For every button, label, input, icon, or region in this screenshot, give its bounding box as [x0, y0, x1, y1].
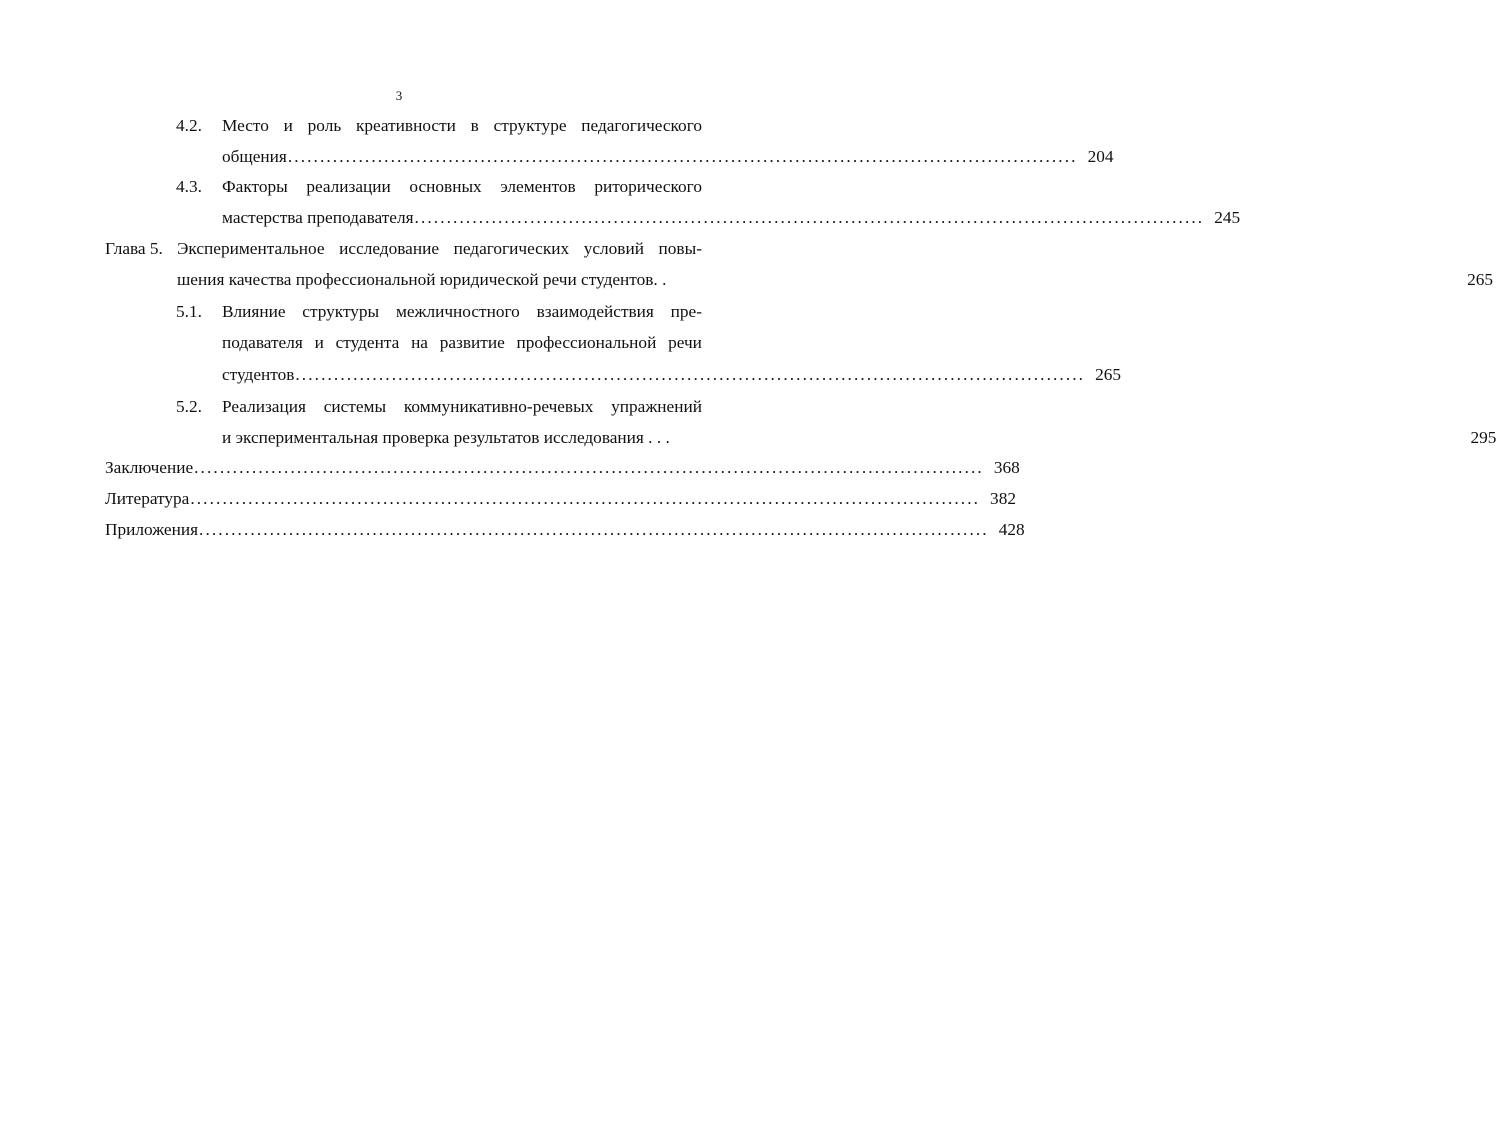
- entry-title-line: подавателя и студента на развитие профессиональной речи: [222, 333, 702, 352]
- entry-title-line: Экспериментальное исследование педагогических условий повы-: [177, 239, 702, 258]
- entry-number: 4.2.: [176, 116, 202, 135]
- entry-page: 265: [1095, 365, 1122, 384]
- entry-page: 428: [998, 520, 1025, 539]
- entry-page: 245: [1214, 208, 1241, 227]
- chapter-number: Глава 5.: [105, 239, 163, 258]
- entry-number: 4.3.: [176, 177, 202, 196]
- entry-page: 368: [993, 458, 1020, 477]
- entry-title-line: Влияние структуры межличностного взаимодействия пре-: [222, 302, 702, 321]
- entry-page: 204: [1087, 147, 1114, 166]
- page-number: 3: [395, 88, 403, 103]
- entry-page: 382: [990, 489, 1016, 508]
- entry-title-line: Реализация системы коммуникативно-речевых упражнений: [222, 397, 702, 416]
- toc-appendices: Приложения ........................................................................................................................... 428: [105, 520, 1025, 539]
- entry-number: 5.1.: [176, 302, 202, 321]
- entry-title-line: Факторы реализации основных элементов риторического: [222, 177, 702, 196]
- toc-literature: Литература ........................................................................................................................... 382: [105, 489, 1016, 508]
- toc-conclusion: Заключение ........................................................................................................................... 368: [105, 458, 1020, 477]
- entry-leader-line: и экспериментальная проверка результатов исследования . . . 295: [222, 428, 1496, 447]
- entry-page: 295: [1470, 428, 1496, 447]
- entry-leader-line: студентов ........................................................................................................................... 265: [222, 365, 1122, 384]
- entry-leader-line: шения качества профессиональной юридической речи студентов. . 265: [177, 270, 1494, 289]
- entry-leader-line: мастерства преподавателя ........................................................................................................................... 245: [222, 208, 1241, 227]
- entry-number: 5.2.: [176, 397, 202, 416]
- entry-title-line: Место и роль креативности в структуре педагогического: [222, 116, 702, 135]
- entry-page: 265: [1467, 270, 1494, 289]
- entry-leader-line: общения ........................................................................................................................... 204: [222, 147, 1114, 166]
